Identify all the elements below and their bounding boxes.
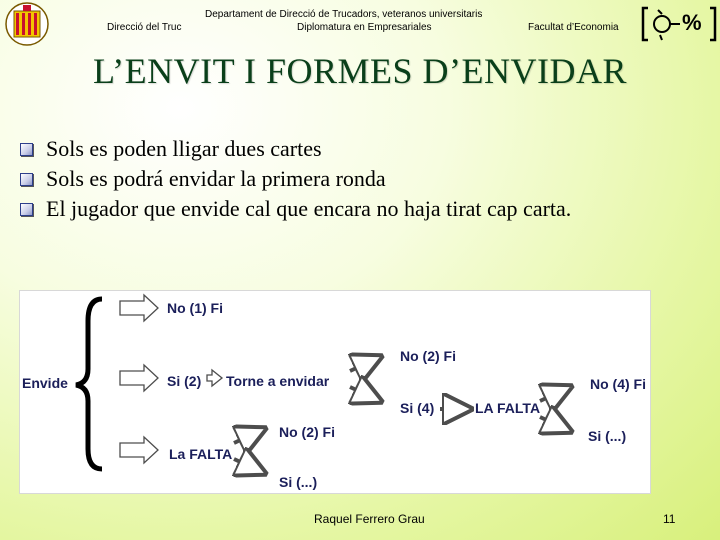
arrow-falta-no4 (540, 387, 570, 401)
arrow-torne-si4 (350, 387, 380, 401)
bullet-text: Sols es poden lligar dues cartes (46, 136, 322, 161)
node-si-right: Si (...) (588, 428, 627, 444)
node-no1: No (1) Fi (167, 300, 223, 316)
bullet-item (20, 194, 680, 224)
arrow-lafalta-si-bottom (234, 459, 264, 473)
arrow-si2 (120, 365, 158, 391)
checkbox-bullet-icon (20, 173, 33, 186)
arrow-falta (120, 437, 158, 463)
brace-icon (76, 299, 102, 469)
page-number: 11 (663, 512, 676, 526)
faculty-logo (640, 2, 718, 46)
bullet-list (20, 134, 680, 224)
envide-diagram (19, 290, 651, 494)
bullet-text: El jugador que envide cal que encara no haja tirat cap carta. (46, 196, 572, 221)
faculty-logo-glyph: % (682, 10, 702, 35)
node-falta-lower: La FALTA (169, 446, 233, 462)
bullet-text: Sols es podrá envidar la primera ronda (46, 166, 386, 191)
department-line: Departament de Direcció de Trucadors, veteranos universitaris (205, 9, 483, 20)
arrow-lafalta-no2 (234, 429, 264, 443)
checkbox-bullet-icon (20, 143, 33, 156)
node-si4: Si (4) (400, 400, 435, 416)
node-no2-lower: No (2) Fi (279, 424, 335, 440)
slide-title: L’ENVIT I FORMES D’ENVIDAR (93, 51, 627, 91)
node-no2-upper: No (2) Fi (400, 348, 456, 364)
arrow-falta-si-right (540, 417, 570, 431)
node-falta-upper: LA FALTA (475, 400, 541, 416)
bullet-item (20, 164, 680, 194)
arrow-torne-no2 (350, 357, 380, 371)
arrow-si2-torne (207, 370, 222, 386)
node-si-bottom: Si (...) (279, 474, 318, 490)
header-left-label: Direcció del Truc (107, 22, 182, 33)
node-torne: Torne a envidar (226, 373, 330, 389)
faculty-label: Facultat d’Economia (528, 22, 619, 33)
university-crest-icon (4, 2, 50, 46)
bullet-item (20, 134, 680, 164)
checkbox-bullet-icon (20, 203, 33, 216)
diagram-root-label: Envide (22, 375, 68, 391)
diagram-graphics (20, 291, 650, 493)
arrow-no1 (120, 295, 158, 321)
program-line: Diplomatura en Empresariales (297, 22, 432, 33)
node-si2: Si (2) (167, 373, 202, 389)
node-no4: No (4) Fi (590, 376, 646, 392)
footer-author: Raquel Ferrero Grau (314, 512, 425, 526)
faculty-logo-icon (640, 2, 718, 46)
